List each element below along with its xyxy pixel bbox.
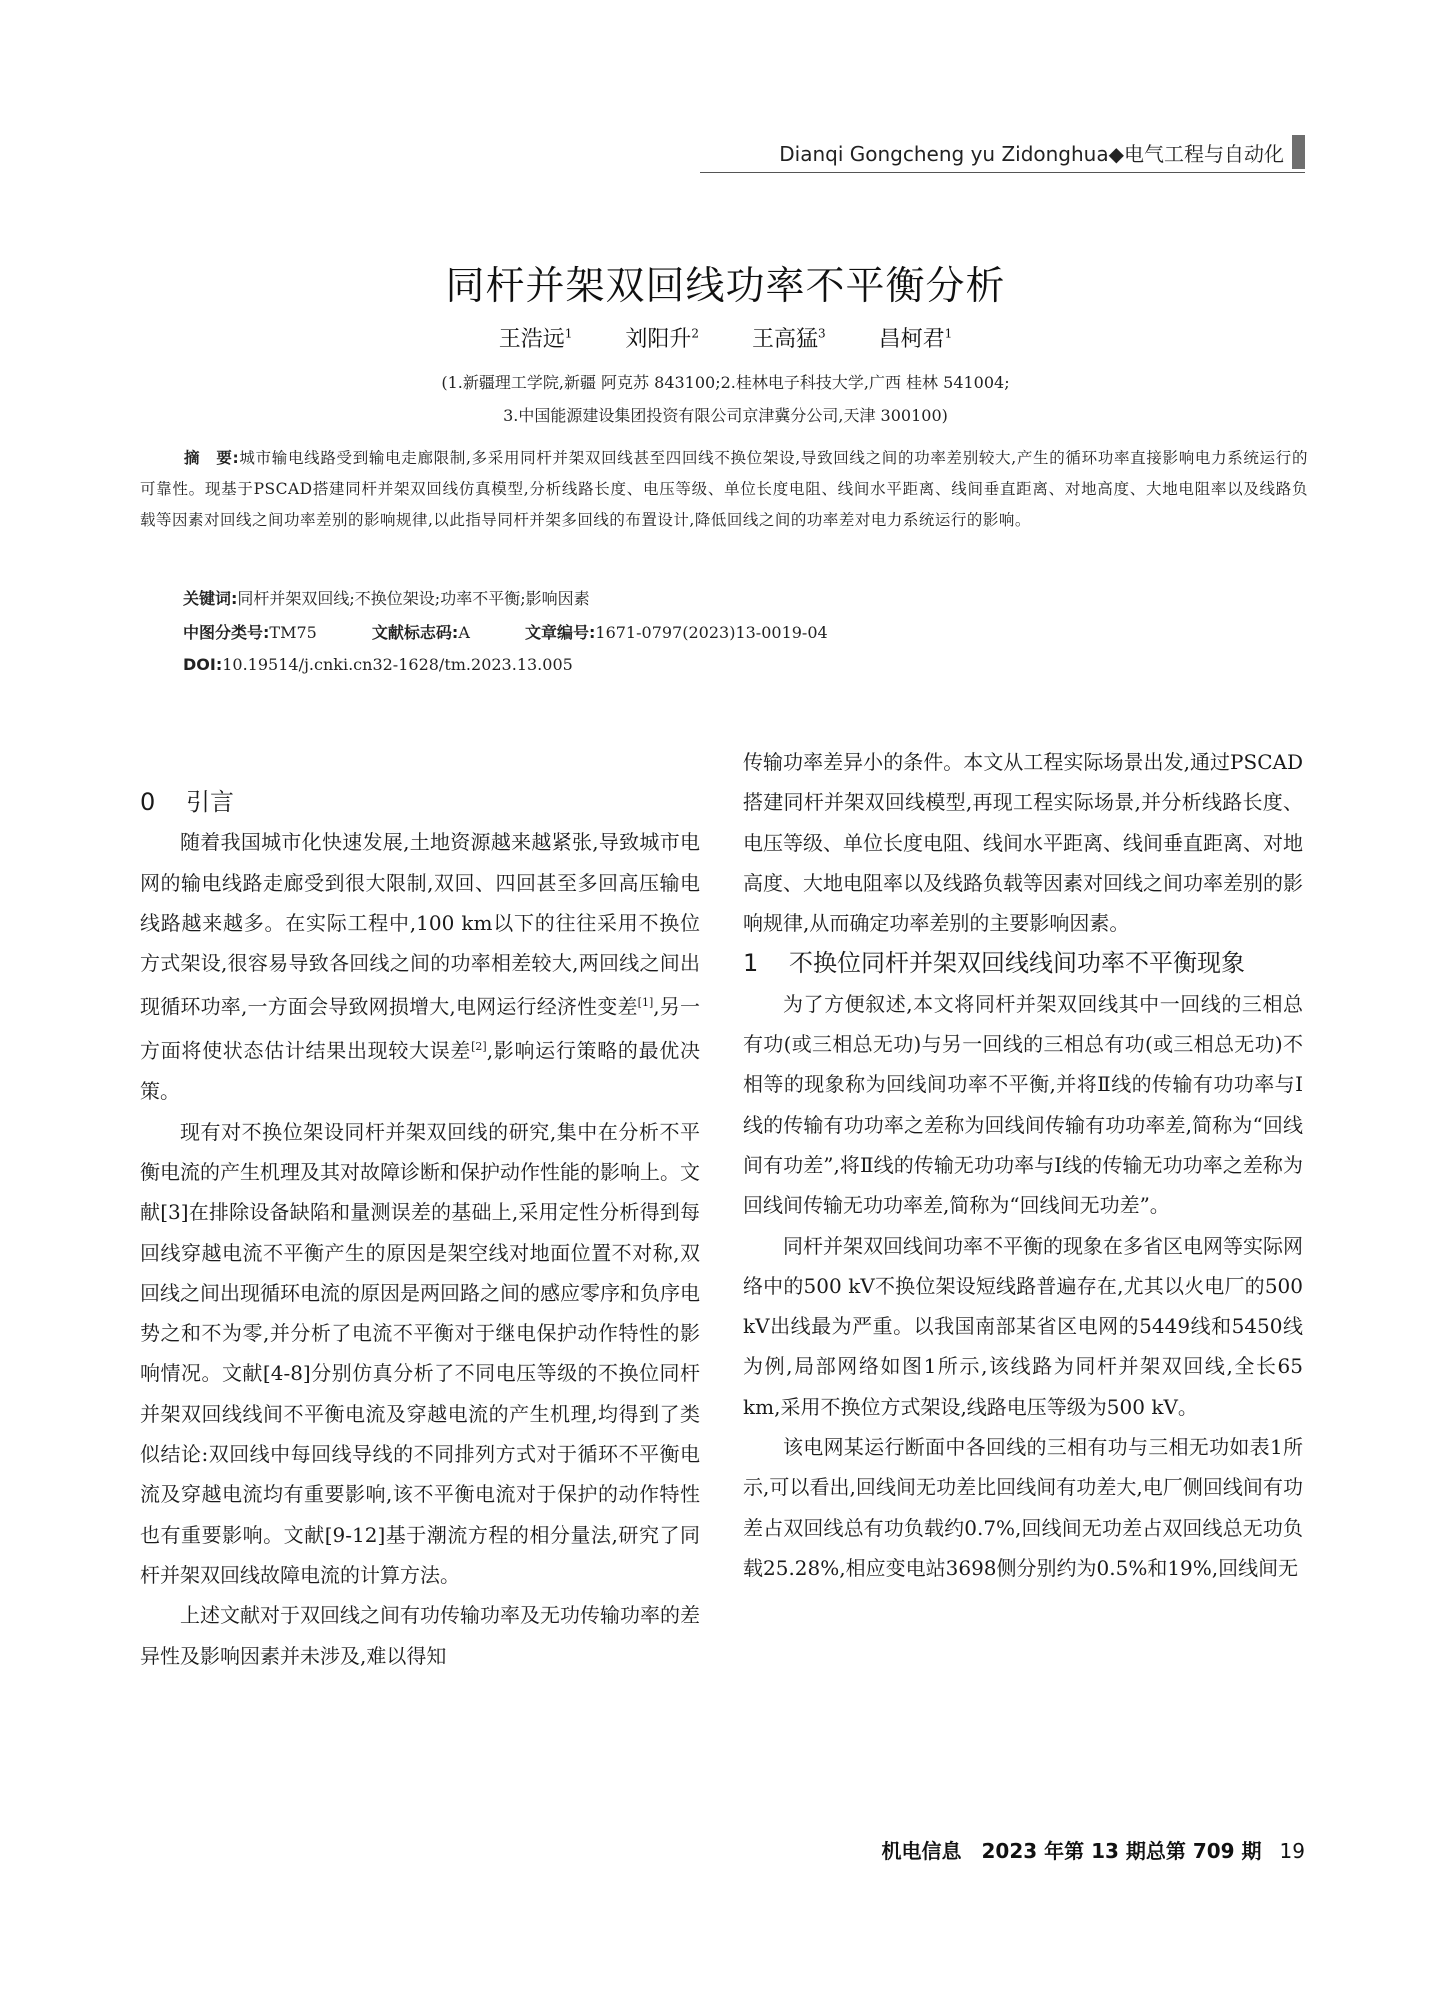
paragraph: 同杆并架双回线间功率不平衡的现象在多省区电网等实际网络中的500 kV不换位架设短线路普遍存在,尤其以火电厂的500 kV出线最为严重。以我国南部某省区电网的5449线和5450线为例,局部网络如图1所示,该线路为同杆并架双回线,全长65 km,采用不换位方式架设,线路电压等级为500 kV。 <box>743 1233 1303 1419</box>
author: 昌柯君$^1$ <box>878 326 953 352</box>
paragraph: 现有对不换位架设同杆并架双回线的研究,集中在分析不平衡电流的产生机理及其对故障诊断和保护动作性能的影响上。文献[3]在排除设备缺陷和量测误差的基础上,采用定性分析得到每回线穿越电流不平衡产生的原因是架空线对地面位置不对称,双回线之间出现循环电流的原因是两回路之间的感应零序和负序电势之和不为零,并分析了电流不平衡对于继电保护动作特性的影响情况。文献[4-8]分别仿真分析了不同电压等级的不换位同杆并架双回线线间不平衡电流及穿越电流的产生机理,均得到了类似结论:双回线中每回线导线的不同排列方式对于循环不平衡电流及穿越电流均有重要影响,该不平衡电流对于保护的动作特性也有重要影响。文献[9-12]基于潮流方程的相分量法,研究了同杆并架双回线故障电流的计算方法。 <box>140 1119 700 1587</box>
section-heading <box>743 943 1303 983</box>
section-title: 引言 <box>186 788 234 816</box>
author: 刘阳升$^2$ <box>625 326 699 352</box>
author: 王高猛$^3$ <box>752 326 826 352</box>
section-title: 不换位同杆并架双回线线间功率不平衡现象 <box>789 949 1245 978</box>
section-number: 1 <box>743 949 759 978</box>
page-number: 19 <box>1279 1839 1305 1863</box>
affiliation-line: (1.新疆理工学院,新疆 阿克苏 843100;2.桂林电子科技大学,广西 桂林 541004; <box>441 373 1010 392</box>
keywords-label: 关键词: <box>183 589 238 608</box>
right-column <box>743 742 1303 1588</box>
running-head-text: Dianqi Gongcheng yu Zidonghua◆电气工程与自动化 <box>779 141 1284 166</box>
paragraph: 传输功率差异小的条件。本文从工程实际场景出发,通过PSCAD搭建同杆并架双回线模型,再现工程实际场景,并分析线路长度、电压等级、单位长度电阻、线间水平距离、线间垂直距离、对地高度、大地电阻率以及线路负载等因素对回线之间功率差别的影响规律,从而确定功率差别的主要影响因素。 <box>743 750 1303 936</box>
doi-label: DOI: <box>183 655 223 674</box>
page-title: 同杆并架双回线功率不平衡分析 <box>445 264 1006 309</box>
clc-value: TM75 <box>269 623 317 642</box>
paragraph: 该电网某运行断面中各回线的三相有功与三相无功如表1所示,可以看出,回线间无功差比回线间有功差大,电厂侧回线间有功差占双回线总有功负载约0.7%,回线间无功差占双回线总无功负载25.28%,相应变电站3698侧分别约为0.5%和19%,回线间无 <box>743 1435 1303 1580</box>
citation: [2] <box>471 1040 487 1054</box>
doc-code-label: 文献标志码: <box>371 623 459 642</box>
section-heading <box>140 782 700 822</box>
affiliation-line: 3.中国能源建设集团投资有限公司京津冀分公司,天津 300100) <box>503 406 948 425</box>
left-column <box>140 782 700 1676</box>
doi <box>183 655 573 674</box>
header-bar-icon <box>1292 135 1305 169</box>
author: 王浩远$^1$ <box>498 326 573 352</box>
citation: [1] <box>637 996 654 1010</box>
abstract-text: 城市输电线路受到输电走廊限制,多采用同杆并架双回线甚至四回线不换位架设,导致回线之间的功率差别较大,产生的循环功率直接影响电力系统运行的可靠性。现基于PSCAD搭建同杆并架双回线仿真模型,分析线路长度、电压等级、单位长度电阻、线间水平距离、线间垂直距离、对地高度、大地电阻率以及线路负载等因素对回线之间功率差别的影响规律,以此指导同杆并架多回线的布置设计,降低回线之间的功率差对电力系统运行的影响。 <box>140 449 1308 529</box>
keywords <box>183 586 590 609</box>
article-number-label: 文章编号: <box>524 623 596 642</box>
doc-code-value: A <box>458 623 470 642</box>
keywords-text: 同杆并架双回线;不换位架设;功率不平衡;影响因素 <box>237 589 590 608</box>
journal-issue: 机电信息 2023 年第 13 期总第 709 期 <box>881 1839 1262 1863</box>
author-list <box>0 322 1451 353</box>
article-number-value: 1671-0797(2023)13-0019-04 <box>595 623 828 642</box>
paragraph: 为了方便叙述,本文将同杆并架双回线其中一回线的三相总有功(或三相总无功)与另一回线的三相总有功(或三相总无功)不相等的现象称为回线间功率不平衡,并将Ⅱ线的传输有功功率与Ⅰ线的传输有功功率之差称为回线间传输有功功率差,简称为“回线间有功差”,将Ⅱ线的传输无功功率与Ⅰ线的传输无功功率之差称为回线间传输无功功率差,简称为“回线间无功差”。 <box>743 991 1303 1218</box>
paragraph: 上述文献对于双回线之间有功传输功率及无功传输功率的差异性及影响因素并未涉及,难以得知 <box>140 1603 700 1668</box>
section-number: 0 <box>140 788 156 816</box>
clc-label: 中图分类号: <box>183 623 270 642</box>
abstract-label: 摘 要: <box>184 449 240 467</box>
running-head <box>700 132 1305 173</box>
page-footer <box>881 1835 1305 1864</box>
abstract <box>140 443 1308 536</box>
doi-value: 10.19514/j.cnki.cn32-1628/tm.2023.13.005 <box>222 655 573 674</box>
paragraph: 随着我国城市化快速发展,土地资源越来越紧张,导致城市电网的输电线路走廊受到很大限制,双回、四回甚至多回高压输电线路越来越多。在实际工程中,100 km以下的往往采用不换位方式架设,很容易导致各回线之间的功率相差较大,两回线之间出现循环功率,一方面会导致网损增大,电网运行经济性变差[1],另一方面将使状态估计结果出现较大误差[2],影响运行策略的最优决策。 <box>140 830 701 1104</box>
classification <box>183 620 828 643</box>
